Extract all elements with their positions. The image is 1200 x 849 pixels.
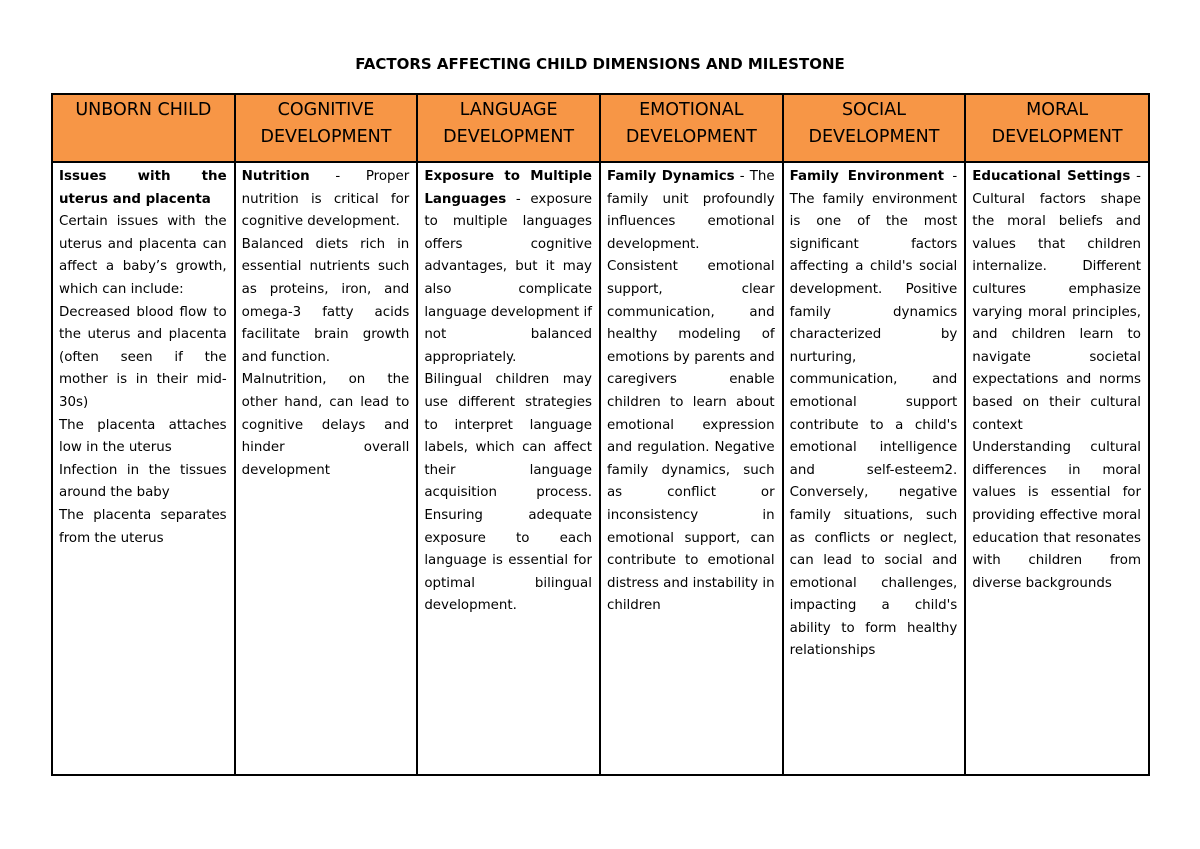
cell-body: - Proper nutrition is critical for cognitive development. Balanced diets rich in essential nutrients such as proteins, iron, and omega-3 fatty acids facilitate brain growth and function. Malnutrition, on the other hand, can lead to cognitive delays and hinder overall development	[241, 169, 410, 478]
cell-heading: Issues with the uterus and placenta	[59, 169, 227, 207]
column-header-moral-development	[965, 94, 1149, 162]
column-header-line2: DEVELOPMENT	[808, 127, 940, 147]
column-header-line1: EMOTIONAL	[639, 100, 744, 120]
column-header-emotional-development	[600, 94, 783, 162]
cell-body: - The family unit profoundly influences emotional development. Consistent emotional support, clear communication, and healthy modeling of emotions by parents and caregivers enable children to learn about emotional expression and regulation. Negative family dynamics, such as conflict or inconsistency in emotional support, can contribute to emotional distress and instability in children	[606, 169, 775, 614]
header-row	[52, 94, 1149, 162]
cell-heading: Family Dynamics	[606, 169, 735, 184]
table-cell-unborn-child	[52, 162, 235, 775]
column-header-line1: UNBORN CHILD	[75, 100, 212, 120]
column-header-line2: DEVELOPMENT	[260, 127, 392, 147]
cell-heading: Exposure to Multiple Languages	[424, 169, 592, 207]
column-header-cognitive-development	[235, 94, 418, 162]
factors-table	[51, 93, 1150, 776]
column-header-line1: LANGUAGE	[459, 100, 558, 120]
column-header-line2: DEVELOPMENT	[443, 127, 575, 147]
table-cell-moral-development	[965, 162, 1149, 775]
column-header-unborn-child	[52, 94, 235, 162]
cell-heading: Educational Settings	[972, 169, 1131, 184]
table-cell-cognitive-development	[235, 162, 418, 775]
column-header-line2: DEVELOPMENT	[991, 127, 1123, 147]
table-cell-language-development	[417, 162, 600, 775]
cell-body: - exposure to multiple languages offers cognitive advantages, but it may also complicate language development if not balanced appropriately. Bilingual children may use different strategies to interpret language labels, which can affect their language acquisition process. Ensuring adequate exposure to each language is essential for optimal bilingual development.	[424, 191, 592, 614]
page-title: FACTORS AFFECTING CHILD DIMENSIONS AND MILESTONE	[355, 55, 845, 73]
column-header-line1: SOCIAL	[841, 100, 906, 120]
column-header-social-development	[783, 94, 966, 162]
column-header-line1: COGNITIVE	[277, 100, 375, 120]
cell-heading: Family Environment	[789, 169, 945, 184]
cell-body: - Cultural factors shape the moral beliefs and values that children internalize. Different cultures emphasize varying moral principles, and children learn to navigate societal expectations and norms based on their cultural context Understanding cultural differences in moral values is essential for providing effective moral education that resonates with children from diverse backgrounds	[972, 169, 1141, 591]
cell-body: Certain issues with the uterus and placenta can affect a baby’s growth, which can include: Decreased blood flow to the uterus and placenta (often seen if the mother is in their mid-30s) The placenta attaches low in the uterus Infection in the tissues around the baby The placenta separates from the uterus	[59, 214, 227, 546]
column-header-line2: DEVELOPMENT	[625, 127, 757, 147]
cell-body: - The family environment is one of the most significant factors affecting a child's social development. Positive family dynamics characterized by nurturing, communication, and emotional support contribute to a child's emotional intelligence and self-esteem2. Conversely, negative family situations, such as conflicts or neglect, can lead to social and emotional challenges, impacting a child's ability to form healthy relationships	[789, 169, 958, 659]
cell-heading: Nutrition	[241, 169, 310, 184]
column-header-line1: MORAL	[1026, 100, 1089, 120]
table-cell-social-development	[783, 162, 966, 775]
table-cell-emotional-development	[600, 162, 783, 775]
content-row	[52, 162, 1149, 775]
column-header-language-development	[417, 94, 600, 162]
